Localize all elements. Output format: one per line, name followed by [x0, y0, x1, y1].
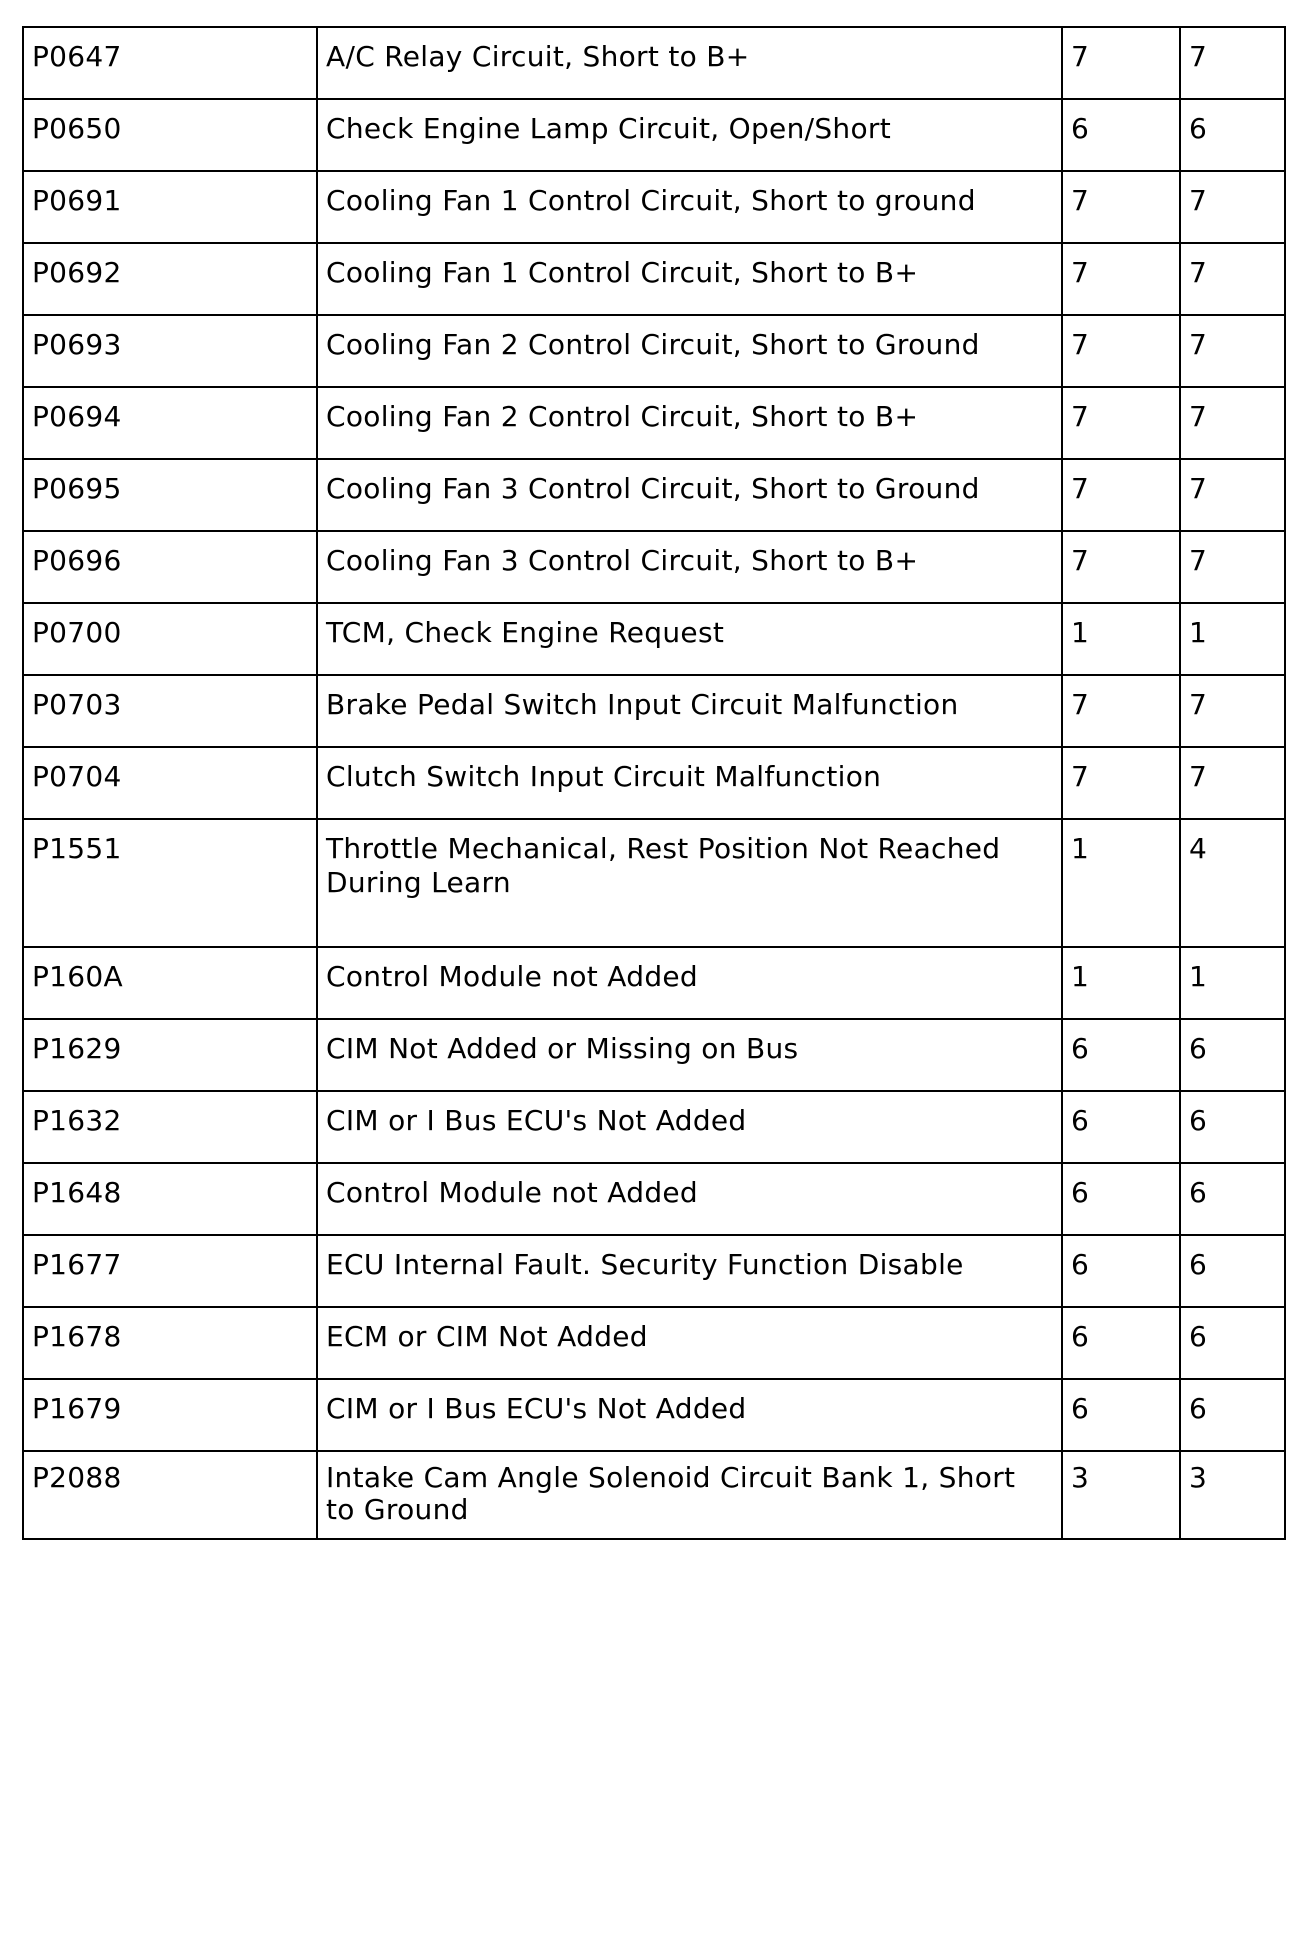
dtc-value-1: 6 [1062, 1307, 1180, 1379]
dtc-value-2: 6 [1180, 1379, 1285, 1451]
dtc-code: P0696 [23, 531, 317, 603]
dtc-code: P2088 [23, 1451, 317, 1539]
dtc-value-2: 4 [1180, 819, 1285, 947]
dtc-description: Throttle Mechanical, Rest Position Not Reached During Learn [317, 819, 1062, 947]
dtc-code: P1551 [23, 819, 317, 947]
dtc-description: ECU Internal Fault. Security Function Disable [317, 1235, 1062, 1307]
table-row [23, 603, 1285, 675]
dtc-value-2: 6 [1180, 1091, 1285, 1163]
table-row [23, 243, 1285, 315]
table-row [23, 171, 1285, 243]
dtc-value-1: 6 [1062, 1163, 1180, 1235]
dtc-description: Cooling Fan 2 Control Circuit, Short to B+ [317, 387, 1062, 459]
dtc-description: Cooling Fan 1 Control Circuit, Short to B+ [317, 243, 1062, 315]
dtc-description: A/C Relay Circuit, Short to B+ [317, 27, 1062, 99]
dtc-description: Control Module not Added [317, 947, 1062, 1019]
table-row [23, 1163, 1285, 1235]
dtc-value-1: 6 [1062, 1235, 1180, 1307]
dtc-value-2: 1 [1180, 947, 1285, 1019]
table-row [23, 1379, 1285, 1451]
dtc-description: Control Module not Added [317, 1163, 1062, 1235]
dtc-value-1: 7 [1062, 315, 1180, 387]
table-row [23, 531, 1285, 603]
dtc-code: P0694 [23, 387, 317, 459]
table-row [23, 1451, 1285, 1539]
dtc-description: TCM, Check Engine Request [317, 603, 1062, 675]
table-row [23, 99, 1285, 171]
dtc-value-1: 7 [1062, 531, 1180, 603]
table-row [23, 675, 1285, 747]
dtc-value-2: 6 [1180, 1235, 1285, 1307]
dtc-value-2: 7 [1180, 243, 1285, 315]
dtc-description: Brake Pedal Switch Input Circuit Malfunction [317, 675, 1062, 747]
dtc-value-1: 7 [1062, 27, 1180, 99]
table-row [23, 1307, 1285, 1379]
dtc-code: P1679 [23, 1379, 317, 1451]
dtc-description: Cooling Fan 2 Control Circuit, Short to Ground [317, 315, 1062, 387]
dtc-value-1: 6 [1062, 1019, 1180, 1091]
table-row [23, 315, 1285, 387]
table-row [23, 947, 1285, 1019]
dtc-description: Check Engine Lamp Circuit, Open/Short [317, 99, 1062, 171]
table-row [23, 1235, 1285, 1307]
dtc-code: P1677 [23, 1235, 317, 1307]
dtc-value-2: 6 [1180, 1019, 1285, 1091]
dtc-value-1: 6 [1062, 99, 1180, 171]
dtc-description: Cooling Fan 1 Control Circuit, Short to ground [317, 171, 1062, 243]
dtc-value-1: 6 [1062, 1379, 1180, 1451]
dtc-description: ECM or CIM Not Added [317, 1307, 1062, 1379]
table-row [23, 747, 1285, 819]
dtc-code: P0704 [23, 747, 317, 819]
dtc-value-1: 1 [1062, 819, 1180, 947]
dtc-value-1: 6 [1062, 1091, 1180, 1163]
table-row [23, 819, 1285, 947]
dtc-description: Cooling Fan 3 Control Circuit, Short to Ground [317, 459, 1062, 531]
dtc-value-1: 7 [1062, 171, 1180, 243]
dtc-code: P0647 [23, 27, 317, 99]
dtc-table [22, 26, 1286, 1540]
dtc-value-1: 1 [1062, 603, 1180, 675]
table-row [23, 387, 1285, 459]
dtc-code: P0691 [23, 171, 317, 243]
dtc-value-2: 7 [1180, 459, 1285, 531]
dtc-code: P0703 [23, 675, 317, 747]
dtc-value-2: 3 [1180, 1451, 1285, 1539]
dtc-value-1: 1 [1062, 947, 1180, 1019]
dtc-value-2: 6 [1180, 99, 1285, 171]
dtc-value-2: 1 [1180, 603, 1285, 675]
dtc-code: P0693 [23, 315, 317, 387]
dtc-value-1: 7 [1062, 459, 1180, 531]
dtc-value-2: 7 [1180, 387, 1285, 459]
dtc-value-1: 7 [1062, 747, 1180, 819]
dtc-value-2: 7 [1180, 531, 1285, 603]
dtc-description: CIM Not Added or Missing on Bus [317, 1019, 1062, 1091]
dtc-description: Intake Cam Angle Solenoid Circuit Bank 1, Short to Ground [317, 1451, 1062, 1539]
dtc-code: P0695 [23, 459, 317, 531]
dtc-value-1: 7 [1062, 675, 1180, 747]
dtc-description: Cooling Fan 3 Control Circuit, Short to B+ [317, 531, 1062, 603]
dtc-value-1: 7 [1062, 243, 1180, 315]
dtc-description: CIM or I Bus ECU's Not Added [317, 1091, 1062, 1163]
dtc-value-2: 7 [1180, 675, 1285, 747]
dtc-code: P1678 [23, 1307, 317, 1379]
dtc-code: P1648 [23, 1163, 317, 1235]
dtc-code: P160A [23, 947, 317, 1019]
dtc-value-1: 3 [1062, 1451, 1180, 1539]
table-row [23, 27, 1285, 99]
dtc-value-2: 7 [1180, 315, 1285, 387]
dtc-code: P0650 [23, 99, 317, 171]
dtc-value-2: 6 [1180, 1163, 1285, 1235]
dtc-value-2: 7 [1180, 171, 1285, 243]
dtc-code: P0692 [23, 243, 317, 315]
table-row [23, 1019, 1285, 1091]
dtc-code: P1629 [23, 1019, 317, 1091]
dtc-value-2: 7 [1180, 27, 1285, 99]
dtc-value-1: 7 [1062, 387, 1180, 459]
dtc-value-2: 7 [1180, 747, 1285, 819]
table-row [23, 459, 1285, 531]
dtc-value-2: 6 [1180, 1307, 1285, 1379]
dtc-description: Clutch Switch Input Circuit Malfunction [317, 747, 1062, 819]
dtc-description: CIM or I Bus ECU's Not Added [317, 1379, 1062, 1451]
table-row [23, 1091, 1285, 1163]
dtc-code: P1632 [23, 1091, 317, 1163]
dtc-code: P0700 [23, 603, 317, 675]
